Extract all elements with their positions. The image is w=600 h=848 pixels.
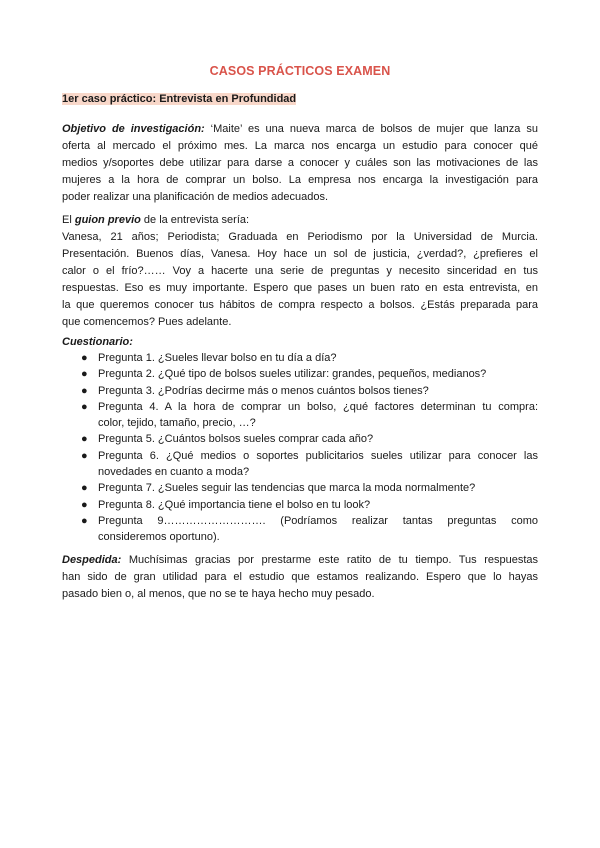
guion-line: Presentación. Buenos días, Vanesa. Hoy hace un sol de justicia, ¿verdad?, ¿prefieres el bbox=[62, 248, 538, 260]
bullet-icon: ● bbox=[81, 433, 88, 446]
list-item: ● Pregunta 6. ¿Qué medios o soportes publicitarios sueles utilizar para conocer las novedades en cuanto a moda? bbox=[81, 449, 538, 479]
guion-line: respuestas. Eso es muy importante. Espero que pases un buen rato en esta entrevista, en bbox=[62, 282, 538, 294]
cuestionario-label: Cuestionario: bbox=[62, 336, 133, 348]
list-item: ● Pregunta 7. ¿Sueles seguir las tendencias que marca la moda normalmente? bbox=[62, 480, 538, 496]
despedida-paragraph bbox=[62, 552, 538, 603]
list-item: ● Pregunta 1. ¿Sueles llevar bolso en tu día a día? bbox=[62, 350, 538, 366]
objetivo-label: Objetivo de investigación: bbox=[62, 123, 205, 135]
cuestionario-heading bbox=[62, 334, 538, 351]
despedida-line: pasado bien o, al menos, que no se te haya hecho muy pesado. bbox=[62, 588, 375, 600]
bullet-icon: ● bbox=[81, 368, 88, 381]
list-item: ● Pregunta 3. ¿Podrías decirme más o menos cuántos bolsos tienes? bbox=[62, 383, 538, 399]
bullet-icon: ● bbox=[81, 352, 88, 364]
despedida-line: Despedida: Muchísimas gracias por prestarme este ratito de tu tiempo. Tus respuestas bbox=[62, 554, 538, 566]
list-item: ● Pregunta 2. ¿Qué tipo de bolsos sueles utilizar: grandes, pequeños, medianos? bbox=[62, 366, 538, 382]
despedida-line: han sido de gran utilidad para el estudio que estamos realizando. Espero que lo hayas bbox=[62, 571, 538, 583]
despedida-label: Despedida: bbox=[62, 554, 122, 566]
list-item: ● Pregunta 5. ¿Cuántos bolsos sueles comprar cada año? bbox=[62, 431, 538, 447]
guion-line: que comencemos? Pues adelante. bbox=[62, 316, 232, 328]
guion-intro-line: El guion previo de la entrevista sería: bbox=[62, 214, 250, 226]
objetivo-line: poder realizar una planificación de medios adecuados. bbox=[62, 191, 329, 203]
case-heading bbox=[62, 92, 296, 106]
objetivo-line: oferta al mercado el próximo mes. La marca nos encarga un estudio para conocer qué bbox=[62, 140, 538, 152]
guion-line: calor o el frío?…… Voy a hacerte una serie de preguntas y necesito sinceridad en tus bbox=[62, 265, 538, 277]
guion-line: la que queremos conocer tus hábitos de compra respecto a bolsos. ¿Estás preparada para bbox=[62, 299, 538, 311]
bullet-icon: ● bbox=[81, 449, 88, 462]
guion-line: Vanesa, 21 años; Periodista; Graduada en Periodismo por la Universidad de Murcia. bbox=[62, 231, 538, 243]
case-heading-text: 1er caso práctico: Entrevista en Profundidad bbox=[62, 93, 297, 105]
guion-paragraph bbox=[62, 212, 538, 331]
objetivo-line: Objetivo de investigación: ‘Maite’ es una nueva marca de bolsos de mujer que lanza su bbox=[62, 123, 538, 135]
bullet-icon: ● bbox=[81, 400, 88, 413]
bullet-icon: ● bbox=[81, 482, 88, 495]
list-item: ● Pregunta 9………………………. (Podríamos realizar tantas preguntas como consideremos oportuno). bbox=[81, 514, 538, 544]
bullet-icon: ● bbox=[81, 514, 88, 527]
document-title: CASOS PRÁCTICOS EXAMEN bbox=[209, 64, 391, 78]
objetivo-paragraph bbox=[62, 121, 538, 206]
cuestionario-list bbox=[62, 350, 538, 546]
list-item: ● Pregunta 4. A la hora de comprar un bolso, ¿qué factores determinan tu compra: color, tejido, tamaño, precio, …? bbox=[81, 400, 538, 430]
objetivo-line: medios y/soportes debe utilizar para darse a conocer y cuáles son las motivaciones de las bbox=[62, 157, 538, 169]
bullet-icon: ● bbox=[81, 498, 88, 511]
objetivo-line: mujeres a la hora de comprar un bolso. La empresa nos encarga la investigación para bbox=[62, 174, 538, 186]
bullet-icon: ● bbox=[81, 384, 88, 397]
guion-label: guion previo bbox=[74, 214, 141, 226]
list-item: ● Pregunta 8. ¿Qué importancia tiene el bolso en tu look? bbox=[62, 497, 538, 513]
